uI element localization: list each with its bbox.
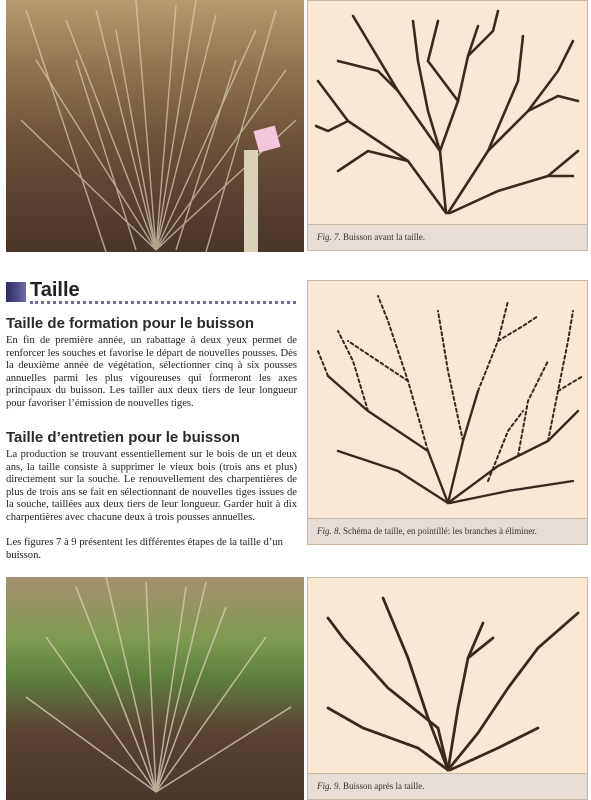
- entretien-heading: Taille d’entretien pour le buisson: [6, 429, 240, 446]
- bush-photo-after-image: [6, 577, 304, 800]
- entretien-paragraph-figures: Les figures 7 à 9 présentent les différentes étapes de la taille d’un buisson.: [6, 537, 283, 561]
- section-title: [6, 279, 296, 305]
- figure-8-number: Fig. 8.: [317, 526, 341, 536]
- figure-8-text: Schéma de taille, en pointillé: les branches à éliminer.: [343, 526, 537, 536]
- section-title-square-icon: [6, 282, 26, 302]
- figure-8-caption: [308, 518, 587, 544]
- figure-9-text: Buisson après la taille.: [343, 781, 425, 791]
- figure-9-caption: [308, 773, 587, 799]
- section-title-text: Taille: [30, 279, 80, 301]
- bush-photo-after: [6, 577, 304, 800]
- section-title-dotted-rule: [30, 301, 296, 304]
- figure-9-number: Fig. 9.: [317, 781, 341, 791]
- pruning-scheme-drawing: [308, 281, 589, 521]
- formation-heading: Taille de formation pour le buisson: [6, 315, 255, 332]
- entretien-paragraph: La production se trouvant essentiellement sur le bois de un et deux ans, la taille consiste à supprimer le vieux bois (trois ans et plus) directement sur la souche. Le renouvellement des charpentières de plus de trois ans se fait en sélectionnant de nouvelles tiges issues de la souche, taillées aux deux tiers de leur longueur. Garder huit à dix charpentières avec chacune deux à trois pousses annuelles.: [6, 449, 297, 523]
- bush-photo-before-image: [6, 0, 304, 252]
- bush-before-drawing: [308, 1, 589, 226]
- figure-7: [307, 0, 588, 251]
- bush-photo-before: [6, 0, 304, 252]
- bush-after-drawing: [308, 578, 589, 778]
- figure-7-caption: [308, 224, 587, 250]
- figure-7-number: Fig. 7.: [317, 232, 341, 242]
- figure-7-text: Buisson avant la taille.: [343, 232, 425, 242]
- figure-8: [307, 280, 588, 545]
- figure-9: [307, 577, 588, 800]
- formation-paragraph: En fin de première année, un rabattage à deux yeux permet de renforcer les souches et favorise le départ de nouvelles pousses. Dès la deuxième année de végétation, sélectionner cinq à six pousses annuelles parmi les plus vigoureuses qui formeront les axes principaux du buisson. Les tailler aux deux tiers de leur longueur pour favoriser l’émission de nouvelles tiges.: [6, 335, 297, 409]
